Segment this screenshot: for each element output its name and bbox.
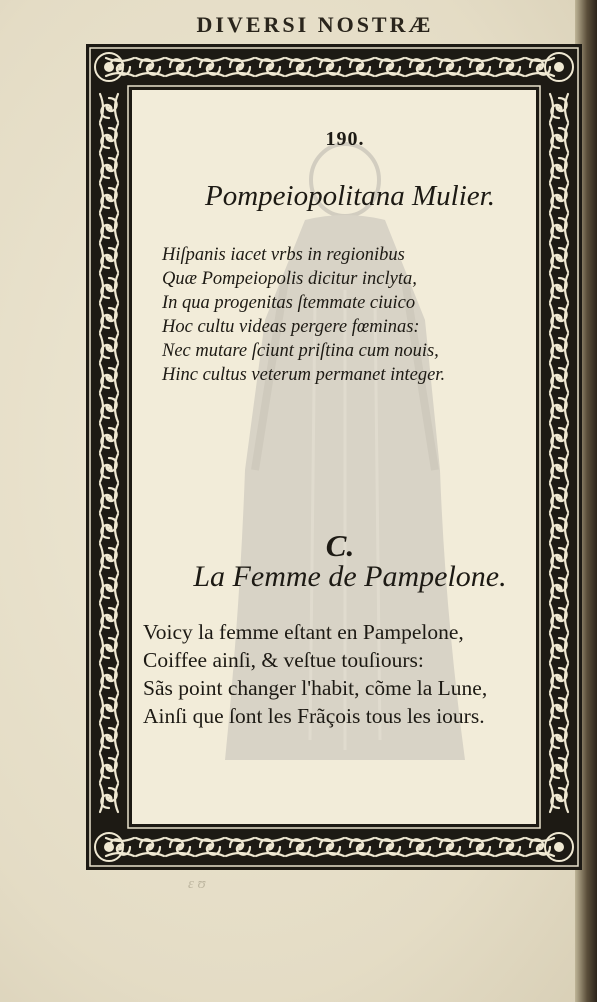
latin-verse-line: Hiſpanis iacet vrbs in regionibus: [162, 245, 405, 265]
running-head: DIVERSI NOSTRÆ: [196, 12, 434, 37]
signature-letter: C.: [325, 528, 355, 563]
page-number: 190.: [325, 128, 365, 150]
french-verse-line: Coiffee ainſi, & veſtue touſiours:: [143, 648, 424, 672]
french-verse-line: Sãs point changer l'habit, cõme la Lune,: [143, 676, 488, 700]
french-verse-line: Voicy la femme eſtant en Pampelone,: [143, 620, 464, 644]
french-verse-line: Ainſi que ſont les Frãçois tous les iours.: [143, 704, 485, 728]
french-title: La Femme de Pampelone.: [193, 560, 507, 593]
ink-smudge: ɛ ʊ: [188, 876, 206, 892]
latin-verse-line: Quæ Pompeiopolis dicitur inclyta,: [162, 269, 417, 289]
latin-title: Pompeiopolitana Mulier.: [205, 180, 495, 212]
latin-verse-line: Hinc cultus veterum permanet integer.: [162, 365, 446, 385]
latin-verse-line: Nec mutare ſciunt priſtina cum nouis,: [162, 341, 439, 361]
latin-verse-line: In qua progenitas ſtemmate ciuico: [162, 293, 416, 313]
latin-verse-line: Hoc cultu videas pergere fœminas:: [162, 317, 420, 337]
